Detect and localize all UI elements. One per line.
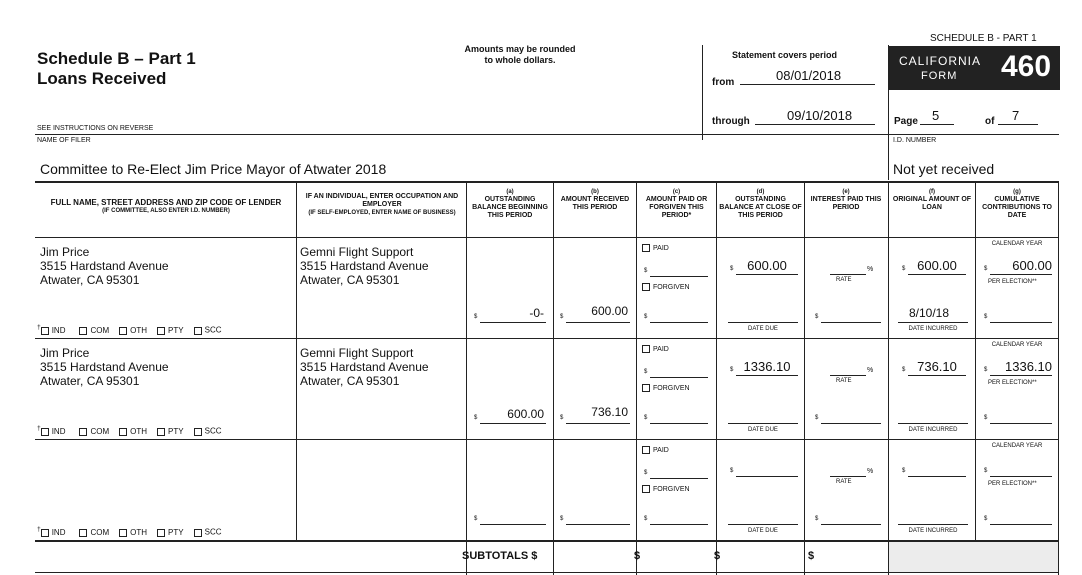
com-label: COM	[90, 426, 110, 436]
forgiven-option	[642, 384, 690, 392]
subtotal-shaded-cell	[889, 542, 1058, 572]
ind-label: IND	[51, 325, 66, 335]
date-incurred-value[interactable]: 8/10/18	[908, 306, 950, 320]
d-outstanding-close[interactable]: 1336.10	[743, 359, 791, 374]
col-header-lender	[38, 198, 294, 216]
page-underline	[920, 124, 954, 125]
checkbox-oth[interactable]	[119, 327, 127, 335]
com-label: COM	[90, 325, 110, 335]
f-dollar-sign: $	[902, 266, 906, 272]
f-dollar-sign: $	[902, 367, 906, 373]
occupation-city-zip: Atwater, CA 95301	[300, 273, 400, 287]
b-amount-received[interactable]: 736.10	[591, 405, 628, 419]
f-dollar-sign: $	[902, 468, 906, 474]
d-dollar-sign: $	[730, 266, 734, 272]
checkbox-com[interactable]	[79, 428, 87, 436]
form-badge	[889, 46, 1060, 90]
b-dollar-sign: $	[560, 415, 564, 421]
col-header-e	[806, 188, 886, 212]
checkbox-paid[interactable]	[642, 345, 650, 353]
of-label: of	[985, 116, 995, 127]
g-calendar-year-total[interactable]: 600.00	[1012, 258, 1052, 273]
col-header-lender-text: FULL NAME, STREET ADDRESS AND ZIP CODE OF LENDER	[50, 198, 282, 207]
per-election-label: PER ELECTION**	[988, 380, 1037, 386]
occupation-address: 3515 Hardstand Avenue	[300, 360, 429, 374]
form-title-line1: Schedule B – Part 1	[37, 49, 196, 68]
ind-label: IND	[51, 527, 66, 537]
col-header-occupation-sub: (IF SELF-EMPLOYED, ENTER NAME OF BUSINESS)	[308, 210, 456, 216]
g-dollar-sign-1: $	[984, 468, 988, 474]
checkbox-forgiven[interactable]	[642, 283, 650, 291]
occupation-city-zip: Atwater, CA 95301	[300, 374, 400, 388]
col-f-text: ORIGINAL AMOUNT OF LOAN	[892, 196, 972, 211]
f-original-amount[interactable]: 736.10	[917, 359, 957, 374]
rounding-note-line1: Amounts may be rounded	[464, 44, 576, 54]
forgiven-label: FORGIVEN	[653, 384, 690, 392]
percent-sign: %	[867, 266, 874, 273]
per-election-label: PER ELECTION**	[988, 481, 1037, 487]
col-a-text: OUTSTANDING BALANCE BEGINNING THIS PERIOD	[472, 196, 548, 219]
forgiven-option	[642, 283, 690, 291]
date-due-label: DATE DUE	[748, 326, 778, 332]
checkbox-scc[interactable]	[194, 327, 202, 335]
checkbox-forgiven[interactable]	[642, 384, 650, 392]
rate-label: RATE	[836, 479, 852, 485]
schedule-tag: SCHEDULE B - PART 1	[930, 33, 1037, 44]
paid-label: PAID	[653, 345, 669, 353]
loan-row	[0, 440, 1082, 540]
lender-name: Jim Price	[40, 245, 90, 259]
percent-sign: %	[867, 367, 874, 374]
state-label: CALIFORNIA	[899, 54, 982, 68]
loan-row	[0, 339, 1082, 439]
date-incurred-label: DATE INCURRED	[908, 528, 958, 534]
oth-label: OTH	[130, 325, 148, 335]
col-c-text: AMOUNT PAID OR FORGIVEN THIS PERIOD	[645, 196, 708, 219]
date-due-label: DATE DUE	[748, 427, 778, 433]
g-dollar-sign-2: $	[984, 415, 988, 421]
dagger-mark: †	[37, 526, 41, 533]
through-underline	[755, 124, 875, 125]
c-dollar-sign-1: $	[644, 369, 648, 375]
ind-label: IND	[51, 426, 66, 436]
rounding-note	[400, 44, 640, 66]
pty-label: PTY	[168, 426, 184, 436]
c-dollar-sign-1: $	[644, 268, 648, 274]
pty-label: PTY	[168, 325, 184, 335]
col-header-c	[638, 188, 715, 220]
instructions-note: SEE INSTRUCTIONS ON REVERSE	[37, 125, 154, 132]
filer-top-rule	[35, 134, 1059, 135]
col-d-text: OUTSTANDING BALANCE AT CLOSE OF THIS PERIOD	[719, 196, 802, 219]
checkbox-scc[interactable]	[194, 529, 202, 537]
a-outstanding-beginning[interactable]: -0-	[529, 306, 544, 320]
checkbox-paid[interactable]	[642, 446, 650, 454]
date-incurred-label: DATE INCURRED	[908, 326, 958, 332]
g-dollar-sign-1: $	[984, 266, 988, 272]
form-word: FORM	[921, 70, 958, 82]
g-dollar-sign-1: $	[984, 367, 988, 373]
paid-option	[642, 446, 669, 454]
col-f-letter: (f)	[929, 189, 935, 195]
contributor-type-checkboxes	[37, 425, 222, 436]
paid-option	[642, 345, 669, 353]
col-header-occupation	[300, 193, 464, 217]
col-header-occupation-text: IF AN INDIVIDUAL, ENTER OCCUPATION AND EMPLOYER	[305, 193, 459, 208]
total-pages[interactable]: 7	[1012, 108, 1020, 123]
checkbox-pty[interactable]	[157, 529, 165, 537]
occupation-cell[interactable]	[300, 346, 464, 388]
of-underline	[998, 124, 1038, 125]
forgiven-option	[642, 485, 690, 493]
through-label: through	[712, 116, 750, 127]
lender-city-zip: Atwater, CA 95301	[40, 374, 140, 388]
b-amount-received[interactable]: 600.00	[591, 304, 628, 318]
forgiven-label: FORGIVEN	[653, 283, 690, 291]
col-header-a	[468, 188, 552, 220]
e-dollar-sign: $	[815, 415, 819, 421]
occupation-employer: Gemni Flight Support	[300, 346, 414, 360]
page-number[interactable]: 5	[932, 108, 940, 123]
a-dollar-sign: $	[474, 516, 478, 522]
id-label: I.D. NUMBER	[893, 137, 937, 144]
col-header-b	[555, 188, 635, 212]
b-dollar-sign: $	[560, 314, 564, 320]
from-date[interactable]: 08/01/2018	[776, 68, 842, 83]
lender-city-zip: Atwater, CA 95301	[40, 273, 140, 287]
date-incurred-label: DATE INCURRED	[908, 427, 958, 433]
e-dollar-sign: $	[815, 314, 819, 320]
id-value[interactable]: Not yet received	[893, 161, 995, 177]
c-dollar-sign-2: $	[644, 415, 648, 421]
checkbox-pty[interactable]	[157, 428, 165, 436]
lender-address: 3515 Hardstand Avenue	[40, 259, 169, 273]
lender-cell[interactable]	[40, 245, 294, 287]
rate-label: RATE	[836, 378, 852, 384]
statement-label: Statement covers period	[732, 50, 838, 60]
col-e-text: INTEREST PAID THIS PERIOD	[810, 196, 882, 211]
forgiven-label: FORGIVEN	[653, 485, 690, 493]
rate-label: RATE	[836, 277, 852, 283]
col-header-g	[977, 188, 1057, 220]
checkbox-oth[interactable]	[119, 428, 127, 436]
col-b-text: AMOUNT RECEIVED THIS PERIOD	[560, 196, 630, 211]
checkbox-ind[interactable]	[41, 529, 49, 537]
scc-label: SCC	[204, 527, 222, 537]
lender-cell[interactable]	[40, 346, 294, 388]
header-bottom-rule	[35, 181, 1059, 183]
col-header-f	[890, 188, 974, 212]
paid-label: PAID	[653, 446, 669, 454]
scc-label: SCC	[204, 325, 222, 335]
period-box-left	[702, 45, 703, 140]
d-outstanding-close[interactable]: 600.00	[747, 258, 787, 273]
paid-option	[642, 244, 669, 252]
d-dollar-sign: $	[730, 468, 734, 474]
c-dollar-sign-2: $	[644, 314, 648, 320]
per-election-label: PER ELECTION**	[988, 279, 1037, 285]
g-dollar-sign-2: $	[984, 314, 988, 320]
percent-sign: %	[867, 468, 874, 475]
through-date[interactable]: 09/10/2018	[787, 108, 853, 123]
occupation-address: 3515 Hardstand Avenue	[300, 259, 429, 273]
checkbox-paid[interactable]	[642, 244, 650, 252]
checkbox-pty[interactable]	[157, 327, 165, 335]
d-dollar-sign: $	[730, 367, 734, 373]
calendar-year-label: CALENDAR YEAR	[991, 342, 1043, 348]
dagger-mark: †	[37, 425, 41, 432]
oth-label: OTH	[130, 527, 148, 537]
oth-label: OTH	[130, 426, 148, 436]
f-original-amount[interactable]: 600.00	[917, 258, 957, 273]
subtotal-d-dollar[interactable]: $	[714, 550, 721, 562]
col-a-letter: (a)	[506, 189, 514, 195]
contributor-type-checkboxes	[37, 526, 222, 537]
from-label: from	[712, 77, 735, 88]
col-header-lender-sub: (IF COMMITTEE, ALSO ENTER I.D. NUMBER)	[102, 208, 230, 214]
com-label: COM	[90, 527, 110, 537]
checkbox-ind[interactable]	[41, 327, 49, 335]
c-dollar-sign-2: $	[644, 516, 648, 522]
e-dollar-sign: $	[815, 516, 819, 522]
col-c-mark: *	[688, 212, 692, 219]
form-number: 460	[1001, 50, 1052, 83]
g-calendar-year-total[interactable]: 1336.10	[1005, 359, 1052, 374]
occupation-employer: Gemni Flight Support	[300, 245, 414, 259]
filer-label: NAME OF FILER	[37, 137, 91, 144]
a-outstanding-beginning[interactable]: 600.00	[507, 407, 544, 421]
col-g-text: CUMULATIVE CONTRIBUTIONS TO DATE	[982, 196, 1052, 219]
subtotals-label: SUBTOTALS $	[462, 550, 538, 562]
checkbox-forgiven[interactable]	[642, 485, 650, 493]
b-dollar-sign: $	[560, 516, 564, 522]
a-dollar-sign: $	[474, 415, 478, 421]
checkbox-oth[interactable]	[119, 529, 127, 537]
contributor-type-checkboxes	[37, 324, 222, 335]
checkbox-ind[interactable]	[41, 428, 49, 436]
from-underline	[740, 84, 875, 85]
pty-label: PTY	[168, 527, 184, 537]
a-dollar-sign: $	[474, 314, 478, 320]
occupation-cell[interactable]	[300, 245, 464, 287]
checkbox-com[interactable]	[79, 327, 87, 335]
paid-label: PAID	[653, 244, 669, 252]
form-title-line2: Loans Received	[37, 69, 167, 88]
dagger-mark: †	[37, 324, 41, 331]
lender-address: 3515 Hardstand Avenue	[40, 360, 169, 374]
subtotal-e-dollar[interactable]: $	[808, 550, 815, 562]
page-label: Page	[894, 116, 918, 127]
col-e-letter: (e)	[842, 189, 850, 195]
loan-row	[0, 238, 1082, 338]
filer-name[interactable]: Committee to Re-Elect Jim Price Mayor of Atwater 2018	[40, 161, 387, 177]
col-b-letter: (b)	[591, 189, 599, 195]
checkbox-com[interactable]	[79, 529, 87, 537]
checkbox-scc[interactable]	[194, 428, 202, 436]
scc-label: SCC	[204, 426, 222, 436]
col-c-letter: (c)	[672, 189, 681, 195]
calendar-year-label: CALENDAR YEAR	[991, 241, 1043, 247]
g-dollar-sign-2: $	[984, 516, 988, 522]
c-dollar-sign-1: $	[644, 470, 648, 476]
form-title	[37, 49, 196, 89]
lender-name: Jim Price	[40, 346, 90, 360]
subtotal-c-dollar[interactable]: $	[634, 550, 641, 562]
rounding-note-line2: to whole dollars.	[484, 55, 556, 65]
calendar-year-label: CALENDAR YEAR	[991, 443, 1043, 449]
date-due-label: DATE DUE	[748, 528, 778, 534]
col-d-letter: (d)	[756, 189, 765, 195]
col-g-letter: (g)	[1013, 189, 1021, 195]
col-header-d	[718, 188, 803, 220]
